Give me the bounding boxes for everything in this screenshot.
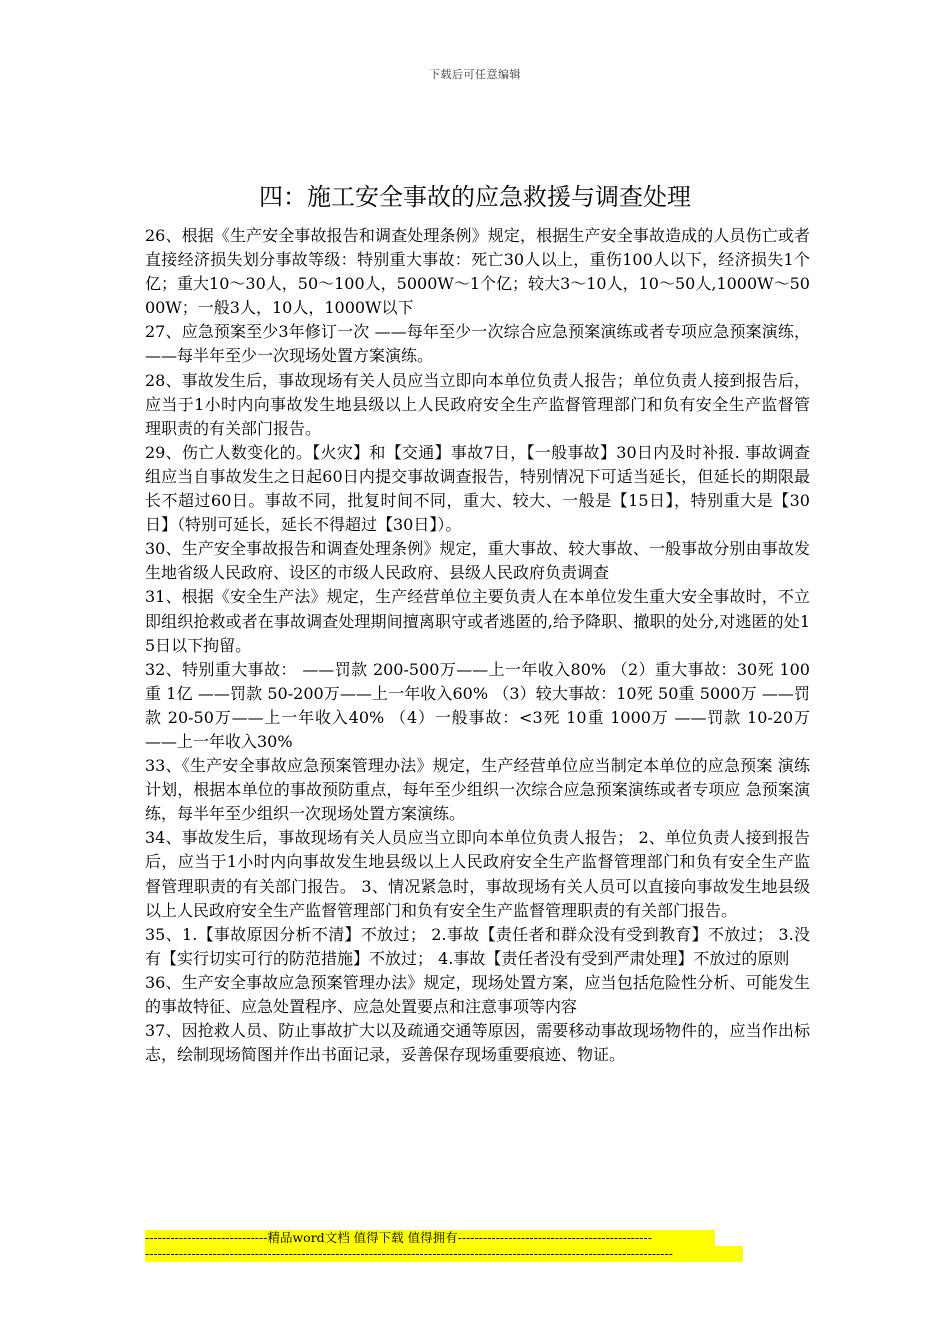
paragraph-35: 35、1.【事故原因分析不清】不放过； 2.事故【责任者和群众没有受到教育】不放过； 3.没有【实行切实可行的防范措施】不放过； 4.事故【责任者没有受到严肃处理】不放过的原则 [145,924,810,968]
paragraph-28: 28、事故发生后，事故现场有关人员应当立即向本单位负责人报告；单位负责人接到报告后，应当于1小时内向事故发生地县级以上人民政府安全生产监督管理部门和负有安全生产监督管理职责的有关部门报告。 [145,370,810,438]
footer-banner [145,1230,745,1262]
paragraph-36: 36、生产安全事故应急预案管理办法》规定，现场处置方案，应当包括危险性分析、可能发生的事故特征、应急处置程序、应急处置要点和注意事项等内容 [145,972,810,1016]
paragraph-37: 37、因抢救人员、防止事故扩大以及疏通交通等原因，需要移动事故现场物件的，应当作出标志，绘制现场简图并作出书面记录，妥善保存现场重要痕迹、物证。 [145,1021,810,1065]
header-note: 下载后可任意编辑 [429,68,521,81]
paragraph-26: 26、根据《生产安全事故报告和调查处理条例》规定，根据生产安全事故造成的人员伤亡或者直接经济损失划分事故等级：特别重大事故：死亡30人以上，重伤100人以下，经济损失1个亿；重大10～30人，50～100人，5000W～1个亿；较大3～10人，10～50人,1000W～5000W；一般3人，10人，1000W以下 [145,226,810,318]
paragraph-34: 34、事故发生后，事故现场有关人员应当立即向本单位负责人报告； 2、单位负责人接到报告后，应当于1小时内向事故发生地县级以上人民政府安全生产监督管理部门和负有安全生产监督管理职责的有关部门报告。 3、情况紧急时，事故现场有关人员可以直接向事故发生地县级以上人民政府安全生产监督管理部门和负有安全生产监督管理职责的有关部门报告。 [145,828,810,920]
footer-line-1: -----------------------------精品word文档 值得下载 值得拥有---------------------------------------------- [145,1230,715,1246]
paragraph-31: 31、根据《安全生产法》规定，生产经营单位主要负责人在本单位发生重大安全事故时，不立即组织抢救或者在事故调查处理期间擅离职守或者逃匿的,给予降职、撤职的处分,对逃匿的处15日以下拘留。 [145,587,810,655]
document-body [145,224,810,1067]
page-title: 四：施工安全事故的应急救援与调查处理 [259,183,691,211]
paragraph-27: 27、应急预案至少3年修订一次 ——每年至少一次综合应急预案演练或者专项应急预案演练， ——每半年至少一次现场处置方案演练。 [145,322,810,366]
paragraph-32: 32、特别重大事故： ——罚款 200-500万——上一年收入80% （2）重大事故：30死 100重 1亿 ——罚款 50-200万——上一年收入60% （3）较大事故：10死 50重 5000万 ——罚款 20-50万——上一年收入40% （4）一般事故：<3死 10重 1000万 ——罚款 10-20万——上一年收入30% [145,659,810,751]
paragraph-33: 33、《生产安全事故应急预案管理办法》规定，生产经营单位应当制定本单位的应急预案 演练计划，根据本单位的事故预防重点，每年至少组织一次综合应急预案演练或者专项应 急预案演练，每半年至少组织一次现场处置方案演练。 [145,756,810,824]
paragraph-30: 30、生产安全事故报告和调查处理条例》规定，重大事故、较大事故、一般事故分别由事故发生地省级人民政府、设区的市级人民政府、县级人民政府负责调查 [145,539,810,583]
paragraph-29: 29、伤亡人数变化的。【火灾】和【交通】事故7日，【一般事故】30日内及时补报. 事故调查组应当自事故发生之日起60日内提交事故调查报告，特别情况下可适当延长，但延长的期限最长不超过60日。事故不同，批复时间不同，重大、较大、一般是【15日】，特别重大是【30日】（特别可延长，延长不得超过【30日】）。 [145,442,810,535]
footer-line-2: ----------------------------------------------------------------------------------------------------------------------------- [145,1246,743,1262]
